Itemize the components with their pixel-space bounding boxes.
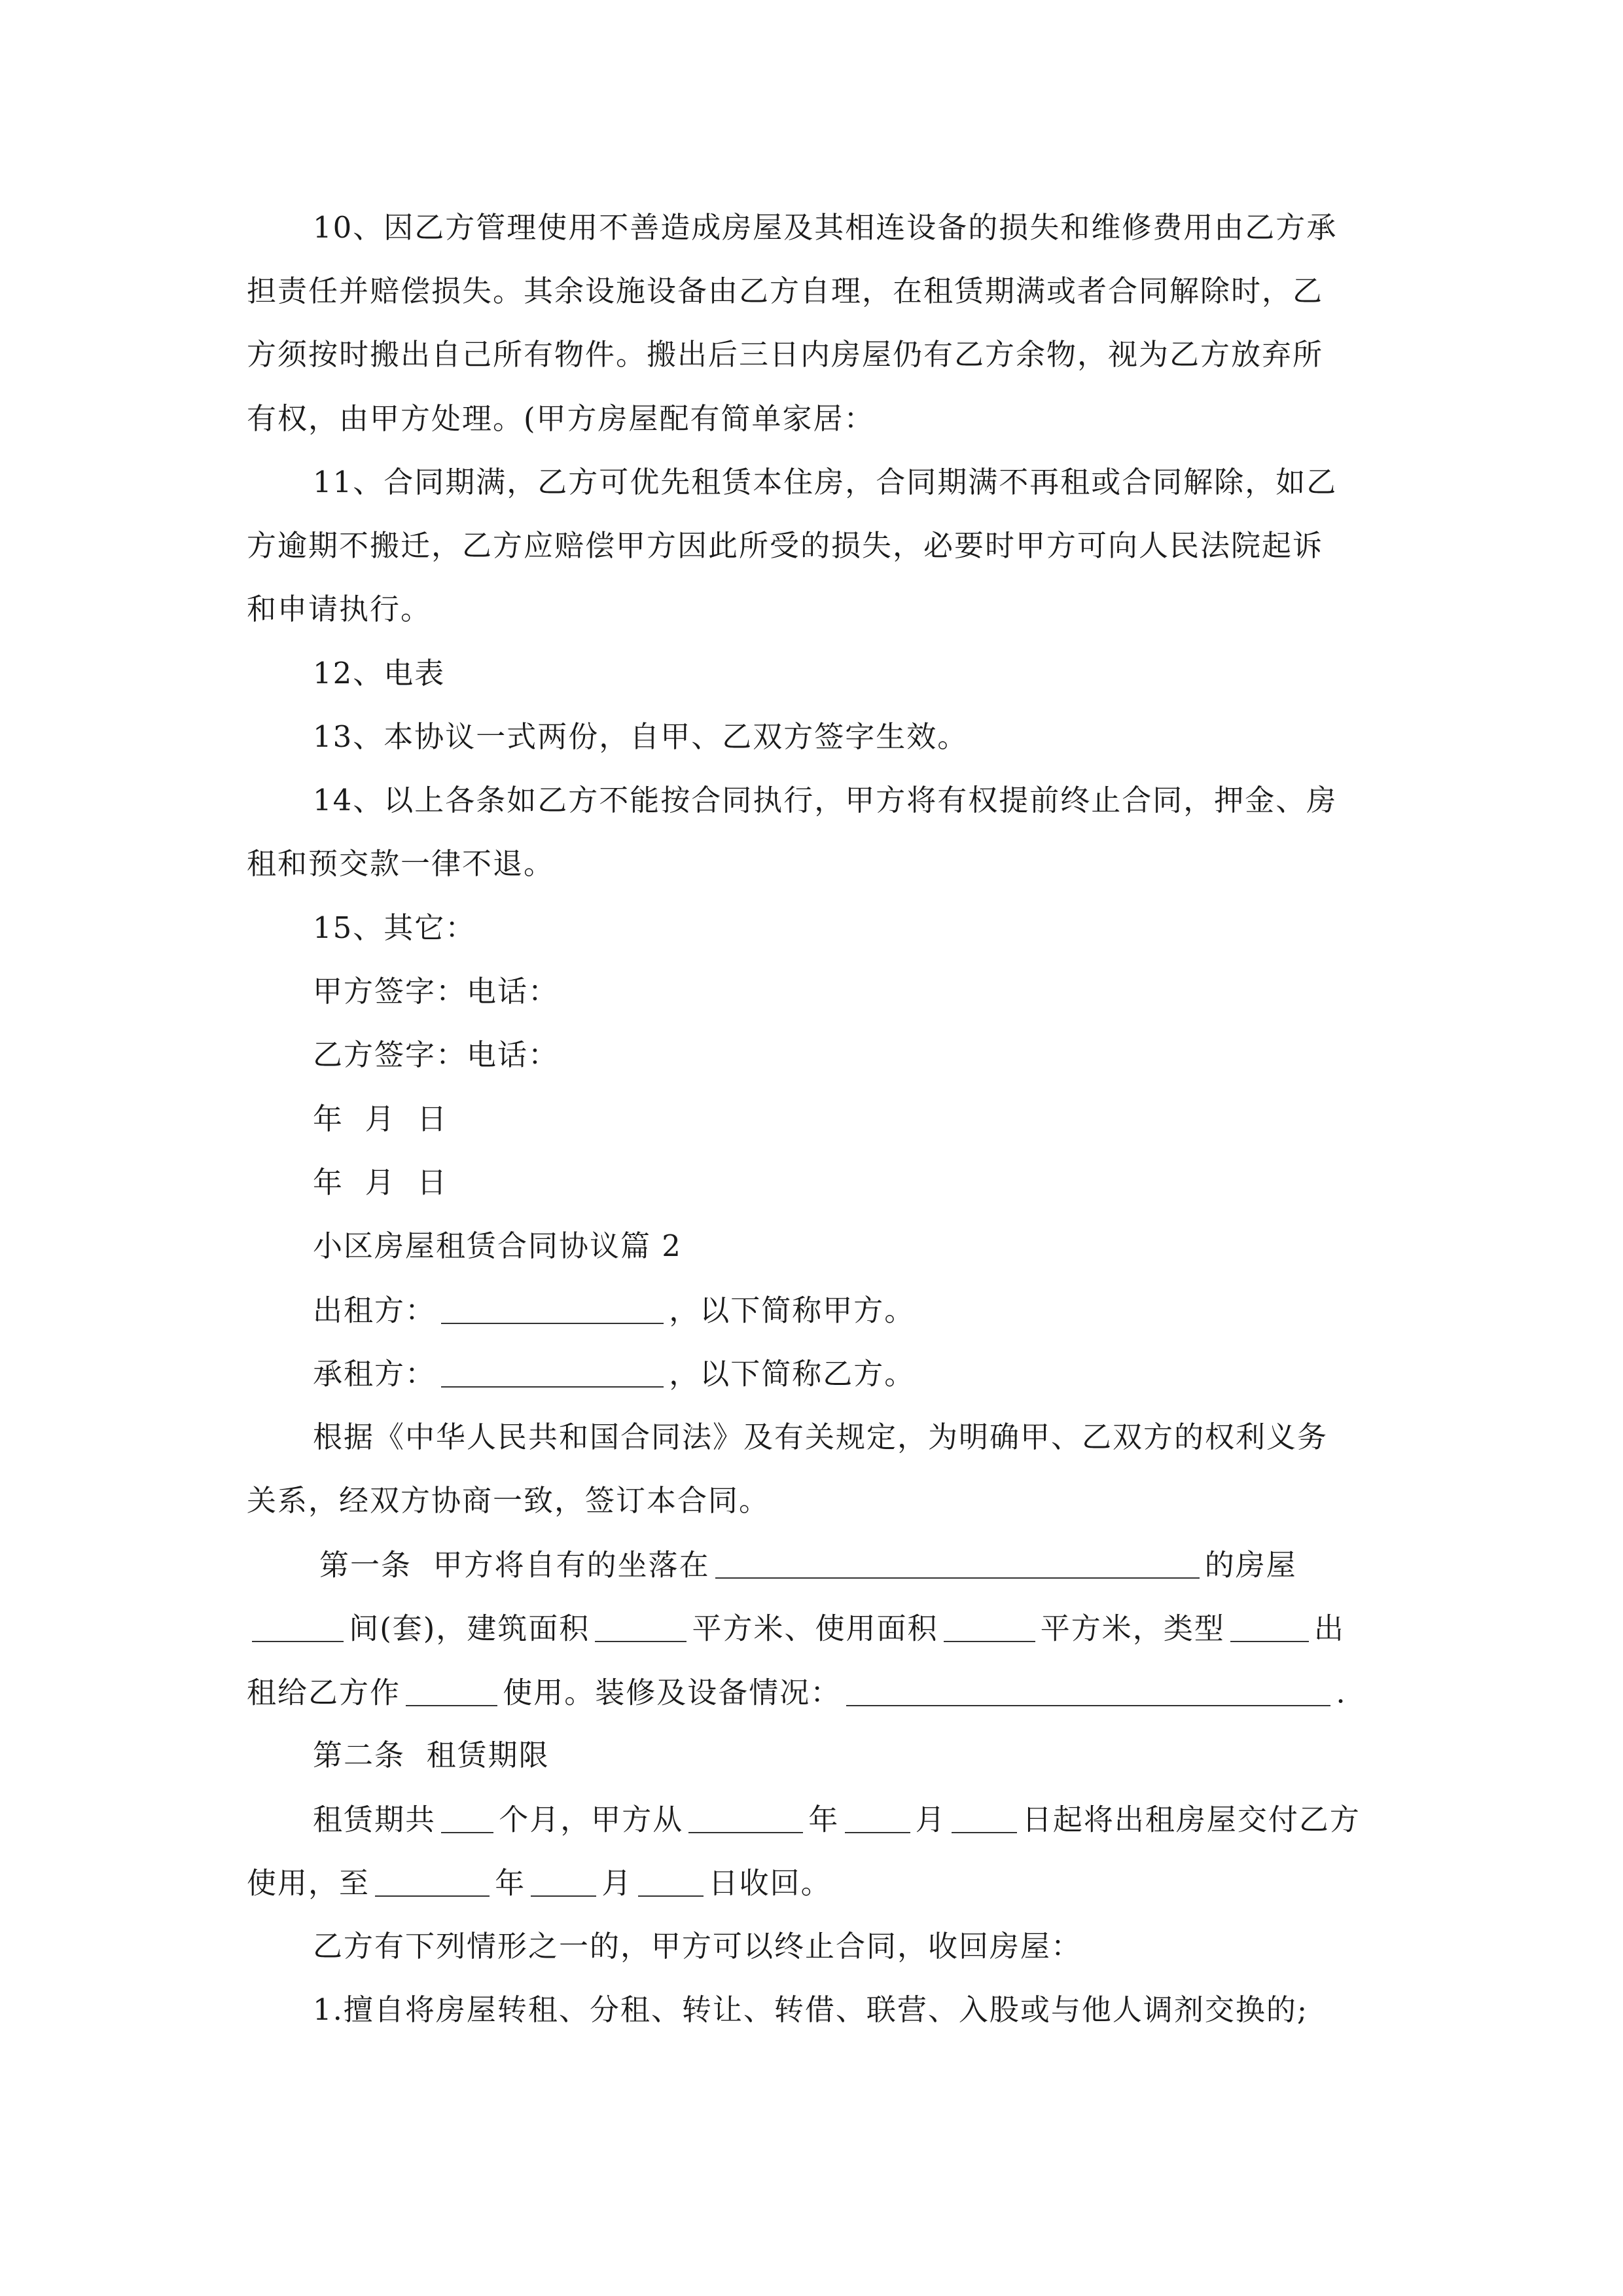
clause-14-line-1: 14、以上各条如乙方不能按合同执行，甲方将有权提前终止合同，押金、房 — [313, 783, 1338, 817]
article-1-out: 出 — [1313, 1611, 1345, 1646]
party-b-signature: 乙方签字：电话： — [313, 1037, 560, 1072]
section-title: 小区房屋租赁合同协议篇 2 — [313, 1229, 682, 1263]
recover-text: 日收回。 — [708, 1865, 832, 1901]
lessor-blank — [441, 1295, 664, 1324]
terminate-intro: 乙方有下列情形之一的，甲方可以终止合同，收回房屋： — [313, 1929, 1082, 1964]
type-blank — [1230, 1613, 1309, 1642]
article-1-line-2 — [247, 1611, 1345, 1646]
months-blank — [441, 1804, 493, 1833]
start-day-blank — [952, 1804, 1017, 1833]
term-prefix: 租赁期共 — [313, 1802, 437, 1837]
term-line-1 — [313, 1802, 1361, 1837]
building-area-blank — [595, 1613, 687, 1642]
usable-area-blank — [944, 1613, 1035, 1642]
article-1-head: 第一条 甲方将自有的坐落在 — [319, 1547, 710, 1583]
article-1-line-1 — [319, 1547, 1297, 1583]
rooms-blank — [252, 1613, 344, 1642]
article-1-sqm-2: 平方米，类型 — [1040, 1611, 1225, 1646]
end-year-label: 年 — [495, 1865, 526, 1901]
basis-line-1: 根据《中华人民共和国合同法》及有关规定，为明确甲、乙双方的权利义务 — [313, 1420, 1329, 1454]
term-handover: 日起将出租房屋交付乙方 — [1022, 1802, 1361, 1837]
start-year-label: 年 — [808, 1802, 840, 1837]
clause-11-line-3: 和申请执行。 — [247, 592, 432, 626]
lessor-label: 出租方： — [313, 1293, 437, 1328]
clause-10-line-4: 有权，由甲方处理。(甲方房屋配有简单家居： — [247, 401, 875, 436]
basis-line-2: 关系，经双方协商一致，签订本合同。 — [247, 1483, 770, 1518]
clause-11-line-2: 方逾期不搬迁，乙方应赔偿甲方因此所受的损失，必要时甲方可向人民法院起诉 — [247, 528, 1324, 563]
article-1-end: . — [1336, 1675, 1347, 1710]
start-month-blank — [845, 1804, 910, 1833]
article-1-house: 的房屋 — [1204, 1547, 1297, 1583]
use-until: 使用，至 — [247, 1865, 370, 1901]
use-blank — [406, 1677, 497, 1706]
end-month-label: 月 — [601, 1865, 633, 1901]
clause-10-line-1: 10、因乙方管理使用不善造成房屋及其相连设备的损失和维修费用由乙方承 — [313, 210, 1338, 245]
clause-15: 15、其它： — [313, 910, 476, 945]
clause-13: 13、本协议一式两份，自甲、乙双方签字生效。 — [313, 719, 969, 754]
article-2-title: 第二条 租赁期限 — [313, 1738, 550, 1772]
lessee-label: 承租方： — [313, 1356, 437, 1391]
start-year-blank — [688, 1804, 803, 1833]
lessee-blank — [441, 1358, 664, 1388]
article-1-rooms: 间(套)，建筑面积 — [349, 1611, 590, 1646]
article-1-use: 使用。装修及设备情况： — [503, 1675, 842, 1710]
lessor-line — [313, 1293, 916, 1328]
article-1-rent: 租给乙方作 — [247, 1675, 401, 1710]
clause-10-line-3: 方须按时搬出自己所有物件。搬出后三日内房屋仍有乙方余物，视为乙方放弃所 — [247, 337, 1324, 372]
terminate-clause-1: 1.擅自将房屋转租、分租、转让、转借、联营、入股或与他人调剂交换的; — [313, 1992, 1309, 2027]
clause-12: 12、电表 — [313, 656, 446, 691]
term-months: 个月，甲方从 — [499, 1802, 684, 1837]
party-a-signature: 甲方签字：电话： — [313, 974, 560, 1009]
end-day-blank — [638, 1867, 704, 1897]
clause-10-line-2: 担责任并赔偿损失。其余设施设备由乙方自理，在租赁期满或者合同解除时，乙 — [247, 274, 1324, 308]
lessee-suffix: ，以下简称乙方。 — [669, 1356, 916, 1391]
end-month-blank — [531, 1867, 596, 1897]
decoration-blank — [846, 1677, 1330, 1706]
start-month-label: 月 — [915, 1802, 946, 1837]
date-line-1: 年 月 日 — [313, 1102, 448, 1136]
clause-11-line-1: 11、合同期满，乙方可优先租赁本住房，合同期满不再租或合同解除，如乙 — [313, 465, 1338, 499]
lessor-suffix: ，以下简称甲方。 — [669, 1293, 916, 1328]
lessee-line — [313, 1356, 916, 1391]
article-1-sqm-1: 平方米、使用面积 — [692, 1611, 938, 1646]
clause-14-line-2: 租和预交款一律不退。 — [247, 846, 555, 881]
location-blank — [715, 1549, 1200, 1579]
date-line-2: 年 月 日 — [313, 1165, 448, 1200]
article-1-line-3 — [247, 1675, 1347, 1710]
end-year-blank — [375, 1867, 490, 1897]
term-line-2 — [247, 1865, 832, 1901]
